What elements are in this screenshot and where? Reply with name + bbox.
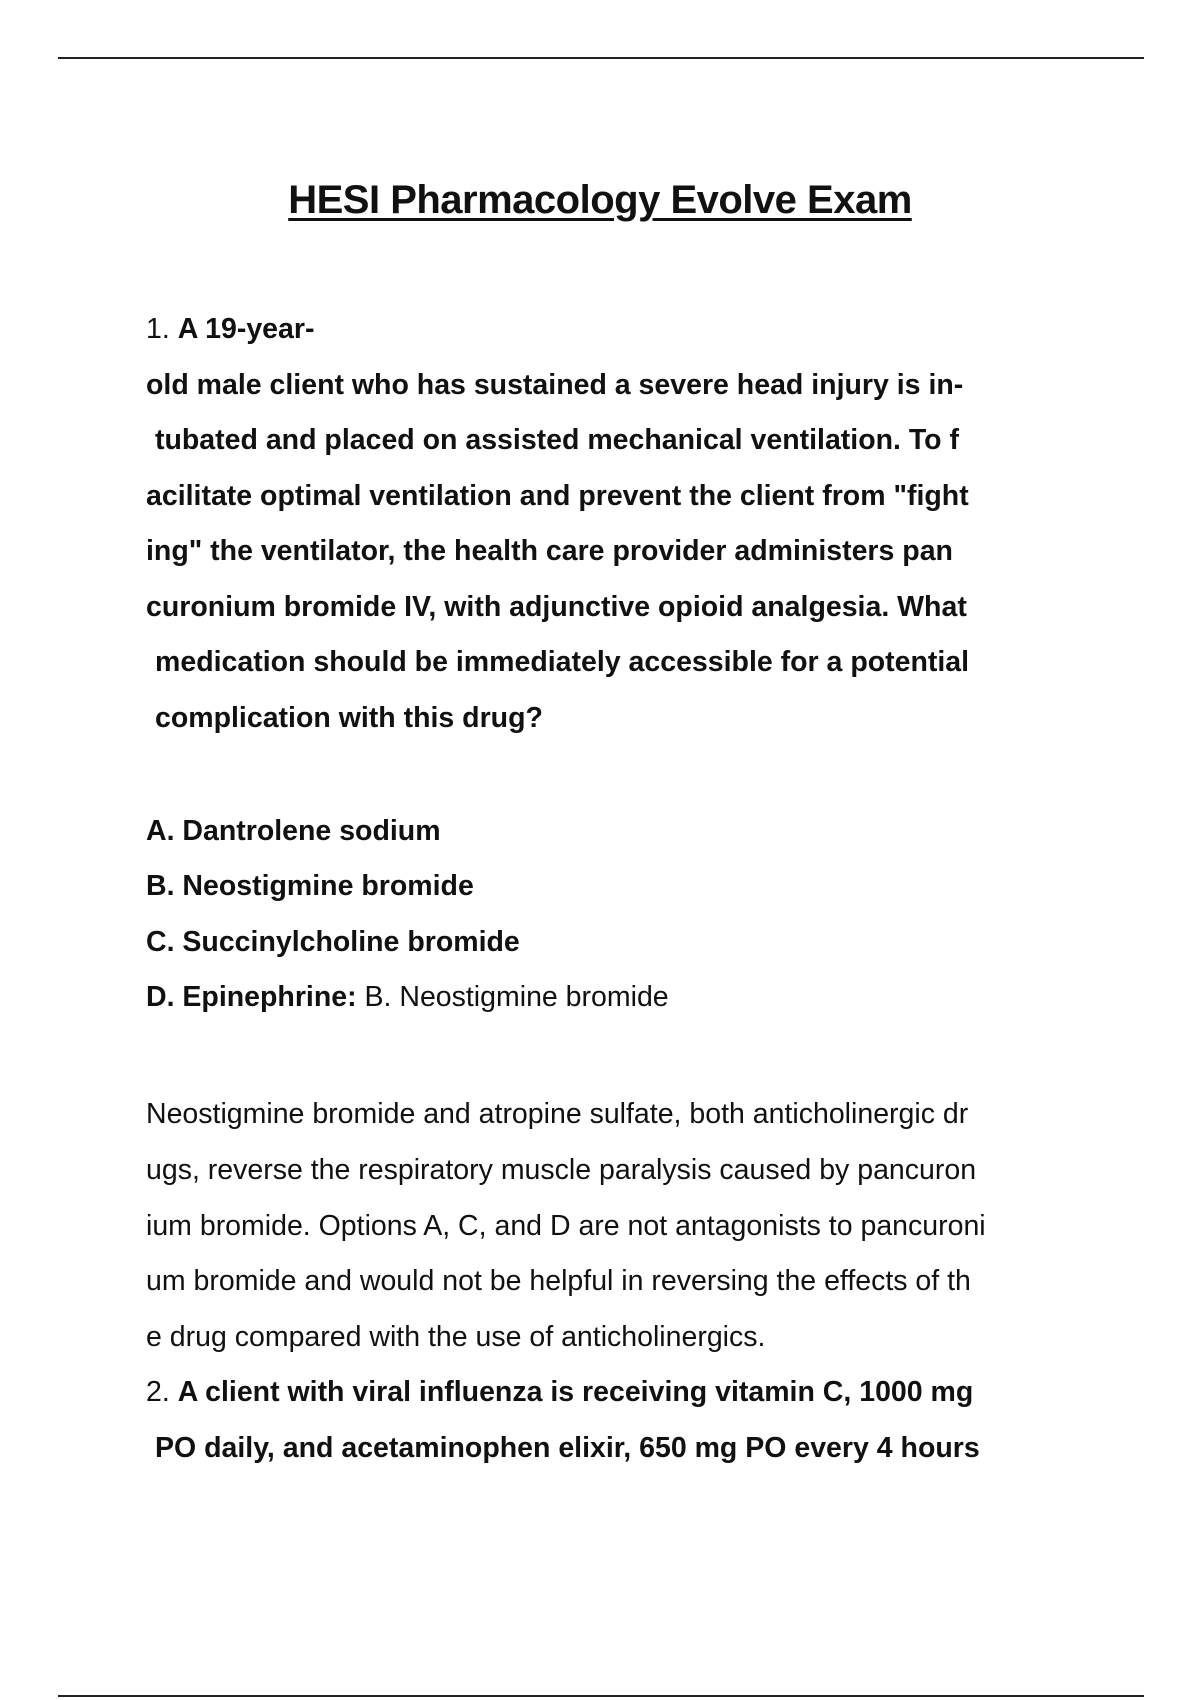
- option-a: A. Dantrolene sodium: [146, 815, 441, 847]
- rationale-line: ugs, reverse the respiratory muscle paralysis caused by pancuron: [146, 1154, 977, 1186]
- option-d: D. Epinephrine:: [146, 981, 357, 1013]
- question-1-text-line: ing" the ventilator, the health care provider administers pan: [146, 535, 953, 567]
- question-1-text-line: A 19-year-: [177, 313, 315, 345]
- option-d-with-answer: [146, 979, 669, 1015]
- top-divider: [58, 57, 1144, 59]
- option-b: B. Neostigmine bromide: [146, 870, 474, 902]
- question-1-text-line: tubated and placed on assisted mechanical ventilation. To f: [155, 424, 959, 456]
- question-1-first-line: [146, 311, 314, 347]
- page-title: HESI Pharmacology Evolve Exam: [288, 178, 912, 222]
- question-2-first-line: [146, 1374, 973, 1410]
- rationale-line: um bromide and would not be helpful in reversing the effects of th: [146, 1265, 971, 1297]
- question-1-text-line: acilitate optimal ventilation and prevent the client from "fight: [146, 480, 969, 512]
- question-2-text-line: A client with viral influenza is receiving vitamin C, 1000 mg: [177, 1376, 974, 1408]
- answer: B. Neostigmine bromide: [356, 981, 669, 1013]
- question-2-text-line: PO daily, and acetaminophen elixir, 650 mg PO every 4 hours: [155, 1432, 980, 1464]
- question-1-text-line: curonium bromide IV, with adjunctive opioid analgesia. What: [146, 591, 967, 623]
- question-1-text-line: complication with this drug?: [155, 702, 543, 734]
- rationale-line: ium bromide. Options A, C, and D are not antagonists to pancuroni: [146, 1210, 986, 1242]
- question-1-number: 1.: [146, 313, 178, 345]
- rationale-line: e drug compared with the use of anticholinergics.: [146, 1321, 766, 1353]
- question-1-text-line: old male client who has sustained a severe head injury is in-: [146, 369, 964, 401]
- bottom-divider: [58, 1695, 1144, 1697]
- question-1-text-line: medication should be immediately accessible for a potential: [155, 646, 970, 678]
- rationale-line: Neostigmine bromide and atropine sulfate, both anticholinergic dr: [146, 1098, 969, 1130]
- question-2-number: 2.: [146, 1376, 178, 1408]
- option-c: C. Succinylcholine bromide: [146, 926, 520, 958]
